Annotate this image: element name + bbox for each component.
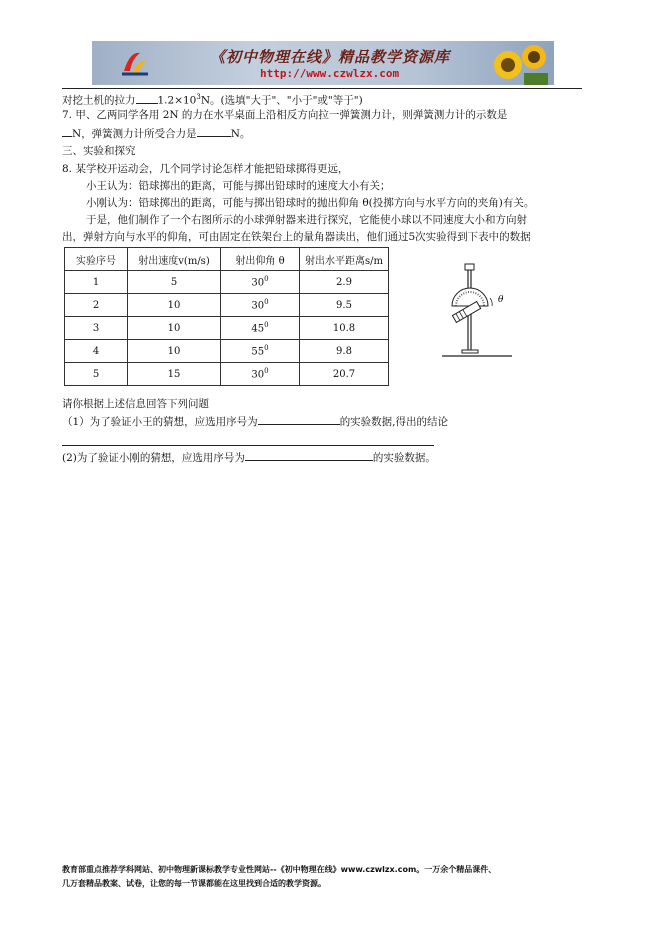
table-row: 2 10 $30^0$ 9.5 — [65, 294, 389, 317]
header-speed: 射出速度v(m/s) — [128, 248, 221, 271]
angle-label: θ — [498, 295, 504, 305]
question-8-then-2: 出，弹射方向与水平的仰角，可由固定在铁架台上的量角器读出，他们通过5次实验得到下表中的数据 — [62, 231, 531, 243]
line-tractor-pull: 对挖土机的拉力 $1.2\times 10^3N$。(选填"大于"、"小于"或"等于") — [62, 93, 363, 107]
answer-blank-1[interactable] — [258, 414, 340, 425]
answer-line-conclusion[interactable] — [62, 445, 434, 446]
answer-blank-2[interactable] — [245, 450, 373, 461]
question-prompt: 请你根据上述信息回答下列问题 — [62, 398, 209, 410]
table-row: 1 5 $30^0$ 2.9 — [65, 271, 389, 294]
question-8-intro: 8. 某学校开运动会，几个同学讨论怎样才能把铅球掷得更远， — [62, 163, 349, 175]
footer-line-2: 几万套精品教案、试卷，让您的每一节课都能在这里找到合适的教学资源。 — [62, 879, 326, 888]
banner-url[interactable]: http://www.czwlzx.com — [260, 67, 400, 80]
answer-blank[interactable] — [197, 126, 231, 137]
banner-title: 《初中物理在线》精品教学资源库 — [210, 48, 451, 66]
section-heading: 三、实验和探究 — [62, 145, 136, 157]
question-8-wang: 小王认为：铅球掷出的距离，可能与掷出铅球时的速度大小有关； — [86, 180, 391, 192]
sunflower-icon — [488, 43, 548, 85]
launcher-figure — [438, 262, 518, 364]
table-header-row — [65, 248, 389, 271]
header-banner — [92, 41, 554, 85]
table-row: 5 15 $30^0$ 20.7 — [65, 363, 389, 386]
header-rule — [62, 88, 582, 89]
question-8-gang: 小刚认为：铅球掷出的距离，可能与掷出铅球时的抛出仰角 θ(投掷方向与水平方向的夹角)有关。 — [86, 197, 535, 209]
question-7-cont: N，弹簧测力计所受合力是 N。 — [62, 126, 250, 141]
experiment-table — [64, 247, 389, 386]
footer-line-1: 教育部重点推荐学科网站、初中物理新课标教学专业性网站--《初中物理在线》www.czwlzx.com。一万余个精品课件、 — [62, 865, 497, 874]
header-trial: 实验序号 — [65, 248, 128, 271]
sub-question-2: (2)为了验证小刚的猜想，应选用序号为 的实验数据。 — [62, 452, 436, 464]
header-distance: 射出水平距离s/m — [300, 248, 389, 271]
sub-question-1: （1）为了验证小王的猜想，应选用序号为 的实验数据,得出的结论 — [62, 416, 449, 428]
question-7: 7. 甲、乙两同学各用 2N 的力在水平桌面上沿相反方向拉一弹簧测力计，则弹簧测力计的示数是 — [62, 109, 508, 121]
table-row: 4 10 $55^0$ 9.8 — [65, 340, 389, 363]
header-angle: 射出仰角 θ — [221, 248, 300, 271]
table-row: 3 10 $45^0$ 10.8 — [65, 317, 389, 340]
question-8-then-1: 于是，他们制作了一个右图所示的小球弹射器来进行探究，它能使小球以不同速度大小和方向射 — [86, 214, 527, 226]
site-logo-icon — [120, 47, 150, 77]
